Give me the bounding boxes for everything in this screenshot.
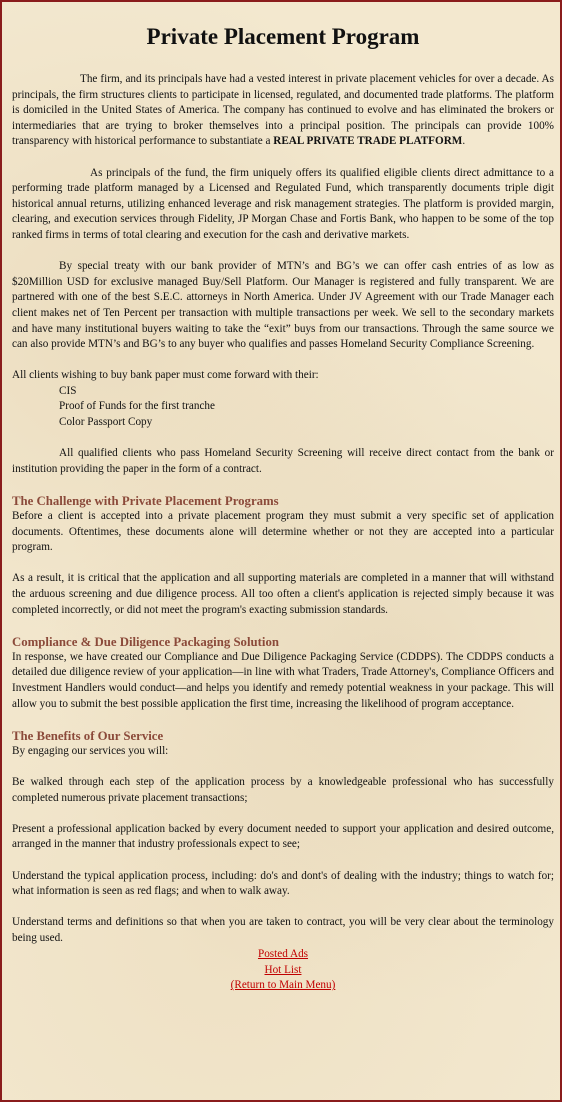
hot-list-link[interactable]: Hot List xyxy=(264,963,302,976)
page-title: Private Placement Program xyxy=(146,24,420,49)
section-paragraph: Be walked through each step of the application process by a knowledgeable professional who has successfully completed numerous private placement transactions; xyxy=(12,775,554,804)
list-item: Proof of Funds for the first tranche xyxy=(59,400,215,413)
section-heading-benefits: The Benefits of Our Service xyxy=(12,728,164,743)
platform-emphasis: REAL PRIVATE TRADE PLATFORM xyxy=(273,135,463,148)
section-paragraph: Understand terms and definitions so that when you are taken to contract, you will be very clear about the terminology being used. xyxy=(12,916,554,944)
section-paragraph: Present a professional application backed by every document needed to support your application and desired outcome, arranged in the manner that industry professionals expect to see; xyxy=(12,822,554,851)
section-paragraph: In response, we have created our Compliance and Due Diligence Packaging Service (CDDPS). The CDDPS conducts a detailed due diligence review of your application—in line with what Traders, Trade Attorney's, Compliance Officers and Investment Handlers would conduct—and helps you identify and remedy potential weakness in your package. This will allow you to submit the best possible application the first time, increasing the likelihood of program acceptance. xyxy=(12,650,554,710)
intro-paragraph-2: As principals of the fund, the firm uniquely offers its qualified eligible clients direct admittance to a performing trade platform managed by a Licensed and Regulated Fund, which transparently documents triple digit historical annual returns, utilizing enhanced leverage and risk management strategies. The platform is provided margin, clearing, and execution services through Fidelity, JP Morgan Chase and Fortis Bank, who happen to be some of the top ranked firms in terms of total clearing and execution for the cash and derivative markets. xyxy=(12,166,554,241)
footer-links xyxy=(12,947,554,994)
list-intro: All clients wishing to buy bank paper must come forward with their: xyxy=(12,369,319,382)
posted-ads-link[interactable]: Posted Ads xyxy=(257,948,309,961)
requirements-list xyxy=(12,368,554,430)
intro-paragraph-3: By special treaty with our bank provider of MTN’s and BG’s we can offer cash entries of as low as $20Million USD for exclusive managed Buy/Sell Platform. Our Manager is registered and fully transparent. We are partnered with one of the best S.E.C. attorneys in North America. Under JV Agreement with our Trade Manager each client makes net of Ten Percent per transaction with multiple transactions per week. We sell to the secondary markets and have many institutional buyers waiting to take the “exit” buys from our transactions. Through the same source we can also provide MTN’s and BG’s to any buyer who qualifies and passes Homeland Security Compliance Screening. xyxy=(12,260,554,351)
section-paragraph: As a result, it is critical that the application and all supporting materials are completed in a manner that will withstand the arduous screening and due diligence process. All too often a client's application is rejected simply because it was completed incorrectly, or did not meet the program's exacting submission standards. xyxy=(12,572,554,616)
section-paragraph: Before a client is accepted into a private placement program they must submit a very specific set of application documents. Oftentimes, these documents alone will determine whether or not they are accepted into a particular program. xyxy=(12,510,554,554)
main-menu-link[interactable]: (Return to Main Menu) xyxy=(230,979,336,992)
intro-paragraph-1: The firm, and its principals have had a vested interest in private placement vehicles for over a decade. As principals, the firm structures clients to participate in licensed, regulated, and documented trade platforms. The platform is domiciled in the United States of America. The company has continued to evolve and has eliminated the brokers or intermediaries that are trying to broker themselves into a principal position. The principals can provide 100% transparency with historical performance to substantiate a REAL PRIVATE TRADE PLATFORM. xyxy=(12,73,554,148)
document-body xyxy=(12,22,554,994)
section-heading-compliance: Compliance & Due Diligence Packaging Solution xyxy=(12,634,279,649)
section-paragraph: Understand the typical application process, including: do's and dont's of dealing with the industry; things to watch for; what information is seen as red flags; and when to walk away. xyxy=(12,869,554,898)
section-paragraph: By engaging our services you will: xyxy=(12,744,169,757)
section-heading-challenge: The Challenge with Private Placement Programs xyxy=(12,494,279,509)
intro-paragraph-4: All qualified clients who pass Homeland Security Screening will receive direct contact from the bank or institution providing the paper in the form of a contract. xyxy=(12,447,554,475)
list-item: CIS xyxy=(59,384,77,397)
list-item: Color Passport Copy xyxy=(59,416,153,429)
